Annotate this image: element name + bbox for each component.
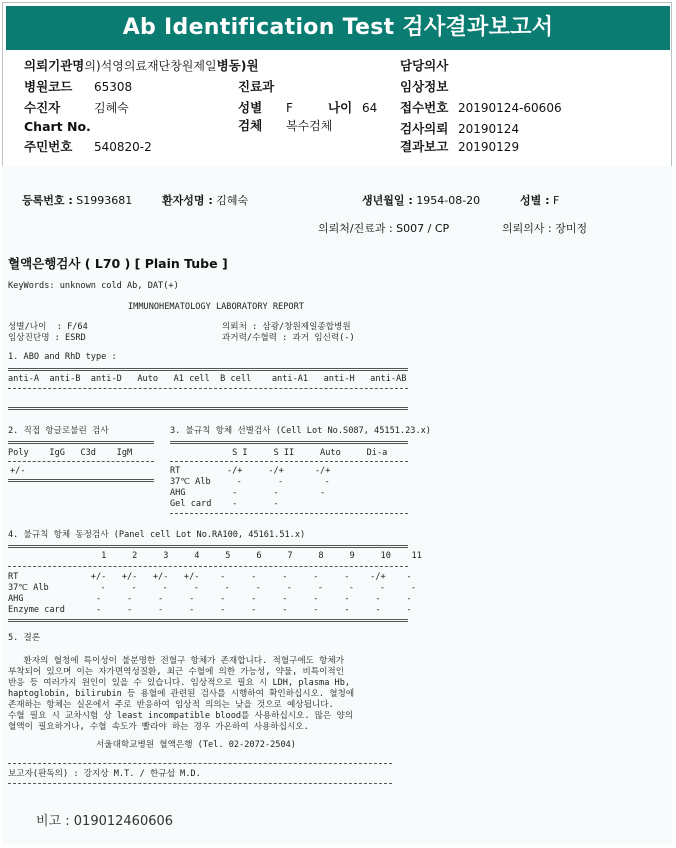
sec2-values: +/- — [10, 466, 26, 476]
sec4-headers: 1 2 3 4 5 6 7 8 9 10 11 — [8, 551, 422, 561]
hospital-code-value: 65308 — [94, 80, 133, 94]
divider — [170, 513, 408, 514]
dept-info — [318, 220, 449, 236]
sex-info — [520, 192, 559, 208]
sex-age-cell — [238, 98, 377, 116]
conclusion-line: 혈액이 필요하거나, 수혈 속도가 빨라야 하는 경우 가온하여 사용하십시오. — [8, 722, 309, 732]
receipt-no-label: 접수번호 — [400, 100, 449, 115]
reporter-line: 보고자(판독의) : 강지상 M.T. / 한규섭 M.D. — [8, 769, 201, 779]
conclusion-line: haptoglobin, bilirubin 등 용혈에 관련된 검사를 시행하여 확인하십시오. 혈청에 — [8, 689, 355, 699]
lab-title: IMMUNOHEMATOLOGY LABORATORY REPORT — [128, 302, 304, 312]
hospital-line: 서울대학교병원 혈액은행 (Tel. 02-2072-2504) — [96, 740, 296, 750]
hospital-code-label: 병원코드 — [24, 79, 73, 94]
sex-value: F — [286, 101, 293, 115]
request-date-label: 검사의뢰 — [400, 121, 449, 136]
dept-cell — [238, 77, 274, 95]
chart-no-label: Chart No. — [24, 119, 91, 134]
dept-label: 진료과 — [238, 79, 275, 94]
ward-label: 병동)원 — [216, 58, 259, 73]
keywords: KeyWords: unknown cold Ab, DAT(+) — [8, 281, 179, 291]
header-row-1 — [24, 56, 259, 74]
sec4-row: Enzyme card - - - - - - - - - - - — [8, 605, 412, 615]
patient-name-label: 수진자 — [24, 100, 61, 115]
sec4-row: 37℃ Alb - - - - - - - - - - - — [8, 583, 417, 593]
patient-name-value: 김혜숙 — [94, 101, 129, 115]
conclusion-line: 환자의 혈청에 특이성이 불분명한 전혈구 항체가 존재합니다. 적혈구에도 항체가 — [8, 656, 345, 666]
receipt-no-value: 20190124-60606 — [458, 101, 562, 115]
pdoctor-value: 장미정 — [555, 222, 588, 235]
pname-label: 환자성명 : — [162, 194, 213, 207]
resident-no-cell — [24, 137, 152, 155]
chart-no-cell — [24, 119, 91, 134]
pdept-value: S007 / CP — [396, 222, 450, 235]
specimen-cell — [238, 116, 332, 134]
divider — [8, 479, 154, 482]
divider — [8, 763, 392, 764]
divider — [170, 441, 408, 444]
specimen-value: 복수검체 — [286, 119, 333, 133]
test-title: 혈액은행검사 ( L70 ) [ Plain Tube ] — [8, 256, 228, 271]
dob-info — [362, 192, 480, 208]
sec1-headers: anti-A anti-B anti-D Auto A1 cell B cell anti-A1 anti-H anti-AB — [8, 374, 407, 384]
reg-label: 등록번호 : — [22, 194, 73, 207]
sec2-headers: Poly IgG C3d IgM — [8, 448, 133, 458]
dob-value: 1954-08-20 — [416, 194, 481, 207]
divider — [8, 783, 392, 784]
dob-label: 생년월일 : — [362, 194, 413, 207]
doctor-cell — [400, 56, 448, 74]
sec3-row: Gel card - - — [170, 499, 279, 509]
remarks-label: 비고 : — [36, 814, 70, 829]
request-date-cell — [400, 119, 519, 137]
divider — [8, 368, 408, 371]
conclusion-line: 부착되어 있으며 이는 자가면역성질환, 최근 수혈에 의한 가능성, 약물, 비특이적인 — [8, 667, 345, 677]
pname-value: 김혜숙 — [216, 194, 249, 207]
pdept-label: 의뢰처/진료과 : — [318, 222, 393, 235]
sex-label: 성별 — [238, 100, 263, 115]
conclusion-line: 수혈 필요 시 교차시험 상 least incompatible blood를 사용하십시오. 많은 양의 — [8, 711, 354, 721]
divider — [8, 388, 408, 389]
hospital-code-cell — [24, 77, 132, 95]
sec3-row: AHG - - - — [170, 488, 326, 498]
divider — [8, 545, 408, 548]
divider — [8, 461, 154, 462]
patient-name-cell — [24, 98, 129, 116]
remarks-value: 019012460606 — [73, 814, 174, 829]
institution-label: 의뢰기관명 — [24, 58, 85, 73]
sec4-row: RT +/- +/- +/- +/- - - - - - -/+ - — [8, 572, 412, 582]
sec4-title: 4. 불규칙 항체 동정검사 (Panel cell Lot No.RA100, 45161.51.x) — [8, 530, 306, 540]
divider — [8, 441, 154, 444]
reg-value: S1993681 — [76, 194, 133, 207]
divider — [8, 566, 408, 567]
divider — [8, 619, 408, 622]
history-line: 과거력/수혈력 : 과거 임신력(-) — [222, 333, 355, 343]
sec5-title: 5. 결론 — [8, 633, 41, 643]
sec2-title: 2. 직접 항글로불린 검사 — [8, 426, 109, 436]
report-date-cell — [400, 137, 519, 155]
age-label: 나이 — [328, 100, 353, 115]
sec3-row: 37℃ Alb - - - — [170, 477, 330, 487]
divider — [170, 461, 408, 462]
sec3-title: 3. 불규칙 항체 선별검사 (Cell Lot No.S087, 45151.23.x) — [170, 426, 431, 436]
receipt-no-cell — [400, 98, 562, 116]
clinical-info-label: 임상정보 — [400, 79, 449, 94]
page-title: Ab Identification Test 검사결과보고서 — [6, 6, 670, 50]
resident-no-value: 540820-2 — [94, 140, 152, 154]
psex-label: 성별 : — [520, 194, 550, 207]
doctor-label: 담당의사 — [400, 58, 449, 73]
clinical-info-cell — [400, 77, 448, 95]
request-date-value: 20190124 — [458, 122, 520, 136]
psex-value: F — [552, 194, 560, 207]
sec4-row: AHG - - - - - - - - - - - — [8, 594, 412, 604]
sex-age-line: 성별/나이 : F/64 — [8, 322, 88, 332]
diagnosis-line: 임상진단명 : ESRD — [8, 333, 86, 343]
report-date-value: 20190129 — [458, 140, 520, 154]
divider — [8, 407, 408, 410]
age-value: 64 — [362, 101, 378, 115]
report-date-label: 결과보고 — [400, 139, 449, 154]
registration-info — [22, 192, 132, 208]
conclusion-line: 존재하는 항체는 실온에서 주로 반응하여 임상적 의의는 낮을 것으로 예상됩니다. — [8, 700, 334, 710]
pdoctor-label: 의뢰의사 : — [502, 222, 552, 235]
sec1-title: 1. ABO and RhD type : — [8, 352, 117, 362]
doctor-info — [502, 220, 587, 236]
institution-value: 의)석영의료재단창원제일 — [84, 59, 217, 73]
patient-name-info — [162, 192, 248, 208]
remarks — [36, 810, 173, 829]
conclusion-line: 반응 등 여러가지 원인이 있을 수 있습니다. 임상적으로 필요 시 LDH, plasma Hb, — [8, 678, 351, 688]
sec3-headers: S I S II Auto Di-a — [170, 448, 388, 458]
referrer-line: 의뢰처 : 삼광/창원제일종합병원 — [222, 322, 351, 332]
specimen-label: 검체 — [238, 118, 263, 133]
resident-no-label: 주민번호 — [24, 139, 73, 154]
sec3-row: RT -/+ -/+ -/+ — [170, 466, 331, 476]
